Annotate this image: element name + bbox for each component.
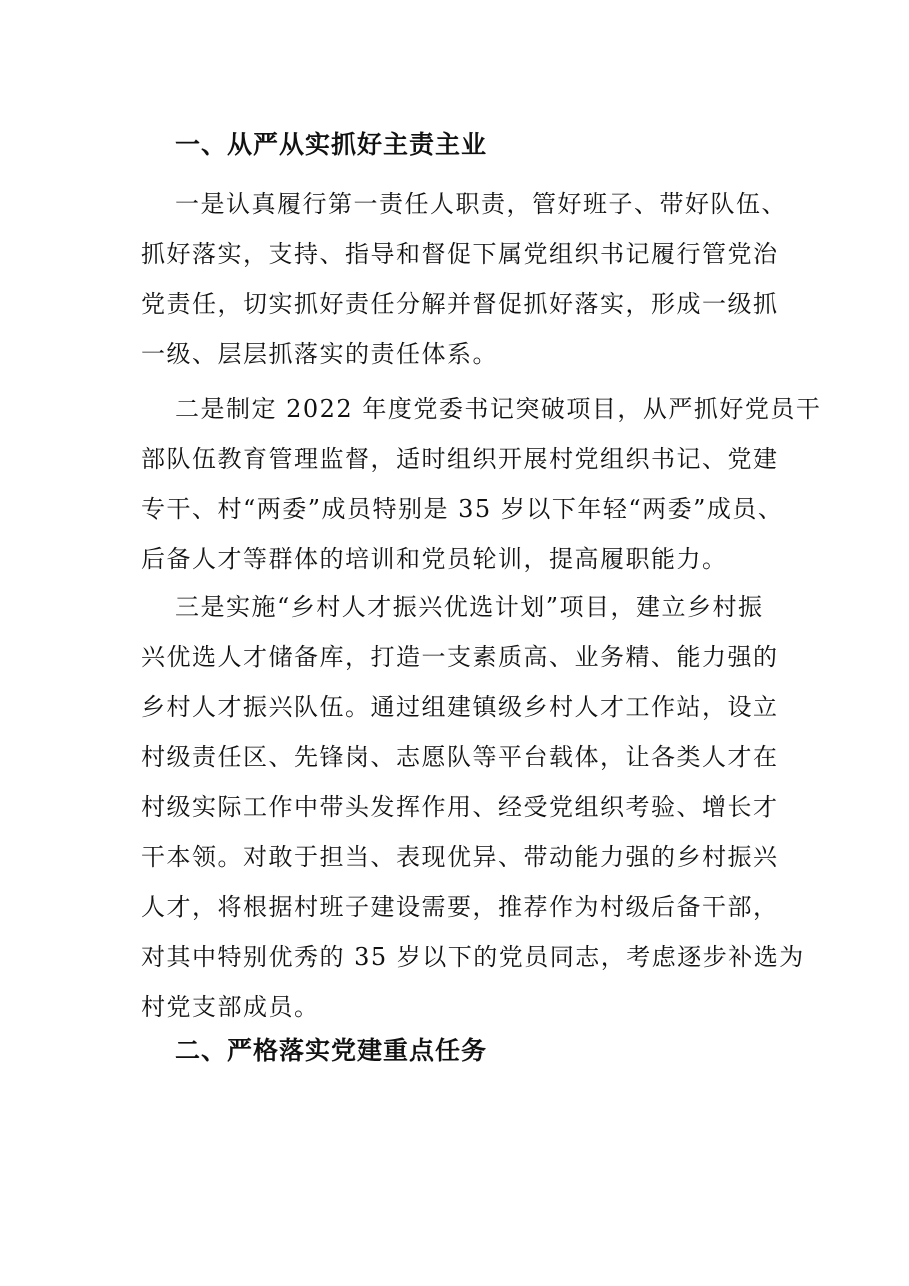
paragraph-3	[141, 582, 805, 1032]
paragraph-line: 兴优选人才储备库，打造一支素质高、业务精、能力强的	[141, 643, 779, 671]
paragraph-line: 部队伍教育管理监督，适时组织开展村党组织书记、党建	[141, 445, 779, 473]
paragraph-line: 专干、村“两委”成员特别是 35 岁以下年轻“两委”成员、	[141, 495, 784, 523]
paragraph-line: 村党支部成员。	[141, 993, 320, 1021]
paragraph-line: 二是制定 2022 年度党委书记突破项目，从严抓好党员干	[175, 395, 822, 423]
paragraph-line: 一是认真履行第一责任人职责，管好班子、带好队伍、	[175, 190, 787, 218]
paragraph-line: 对其中特别优秀的 35 岁以下的党员同志，考虑逐步补选为	[141, 943, 805, 971]
section-heading-1: 一、从严从实抓好主责主业	[175, 130, 488, 159]
paragraph-1	[141, 179, 791, 379]
paragraph-line: 人才，将根据村班子建设需要，推荐作为村级后备干部，	[141, 893, 779, 921]
paragraph-line: 抓好落实，支持、指导和督促下属党组织书记履行管党治	[141, 240, 779, 268]
paragraph-line: 一级、层层抓落实的责任体系。	[141, 340, 498, 368]
paragraph-line: 后备人才等群体的培训和党员轮训，提高履职能力。	[141, 545, 728, 573]
section-heading-2: 二、严格落实党建重点任务	[175, 1036, 488, 1065]
paragraph-line: 干本领。对敢于担当、表现优异、带动能力强的乡村振兴	[141, 843, 779, 871]
paragraph-line: 村级责任区、先锋岗、志愿队等平台载体，让各类人才在	[141, 743, 779, 771]
paragraph-line: 乡村人才振兴队伍。通过组建镇级乡村人才工作站，设立	[141, 693, 779, 721]
paragraph-line: 村级实际工作中带头发挥作用、经受党组织考验、增长才	[141, 793, 779, 821]
paragraph-line: 党责任，切实抓好责任分解并督促抓好落实，形成一级抓	[141, 290, 779, 318]
paragraph-2	[141, 384, 822, 584]
paragraph-line: 三是实施“乡村人才振兴优选计划”项目，建立乡村振	[175, 593, 764, 621]
